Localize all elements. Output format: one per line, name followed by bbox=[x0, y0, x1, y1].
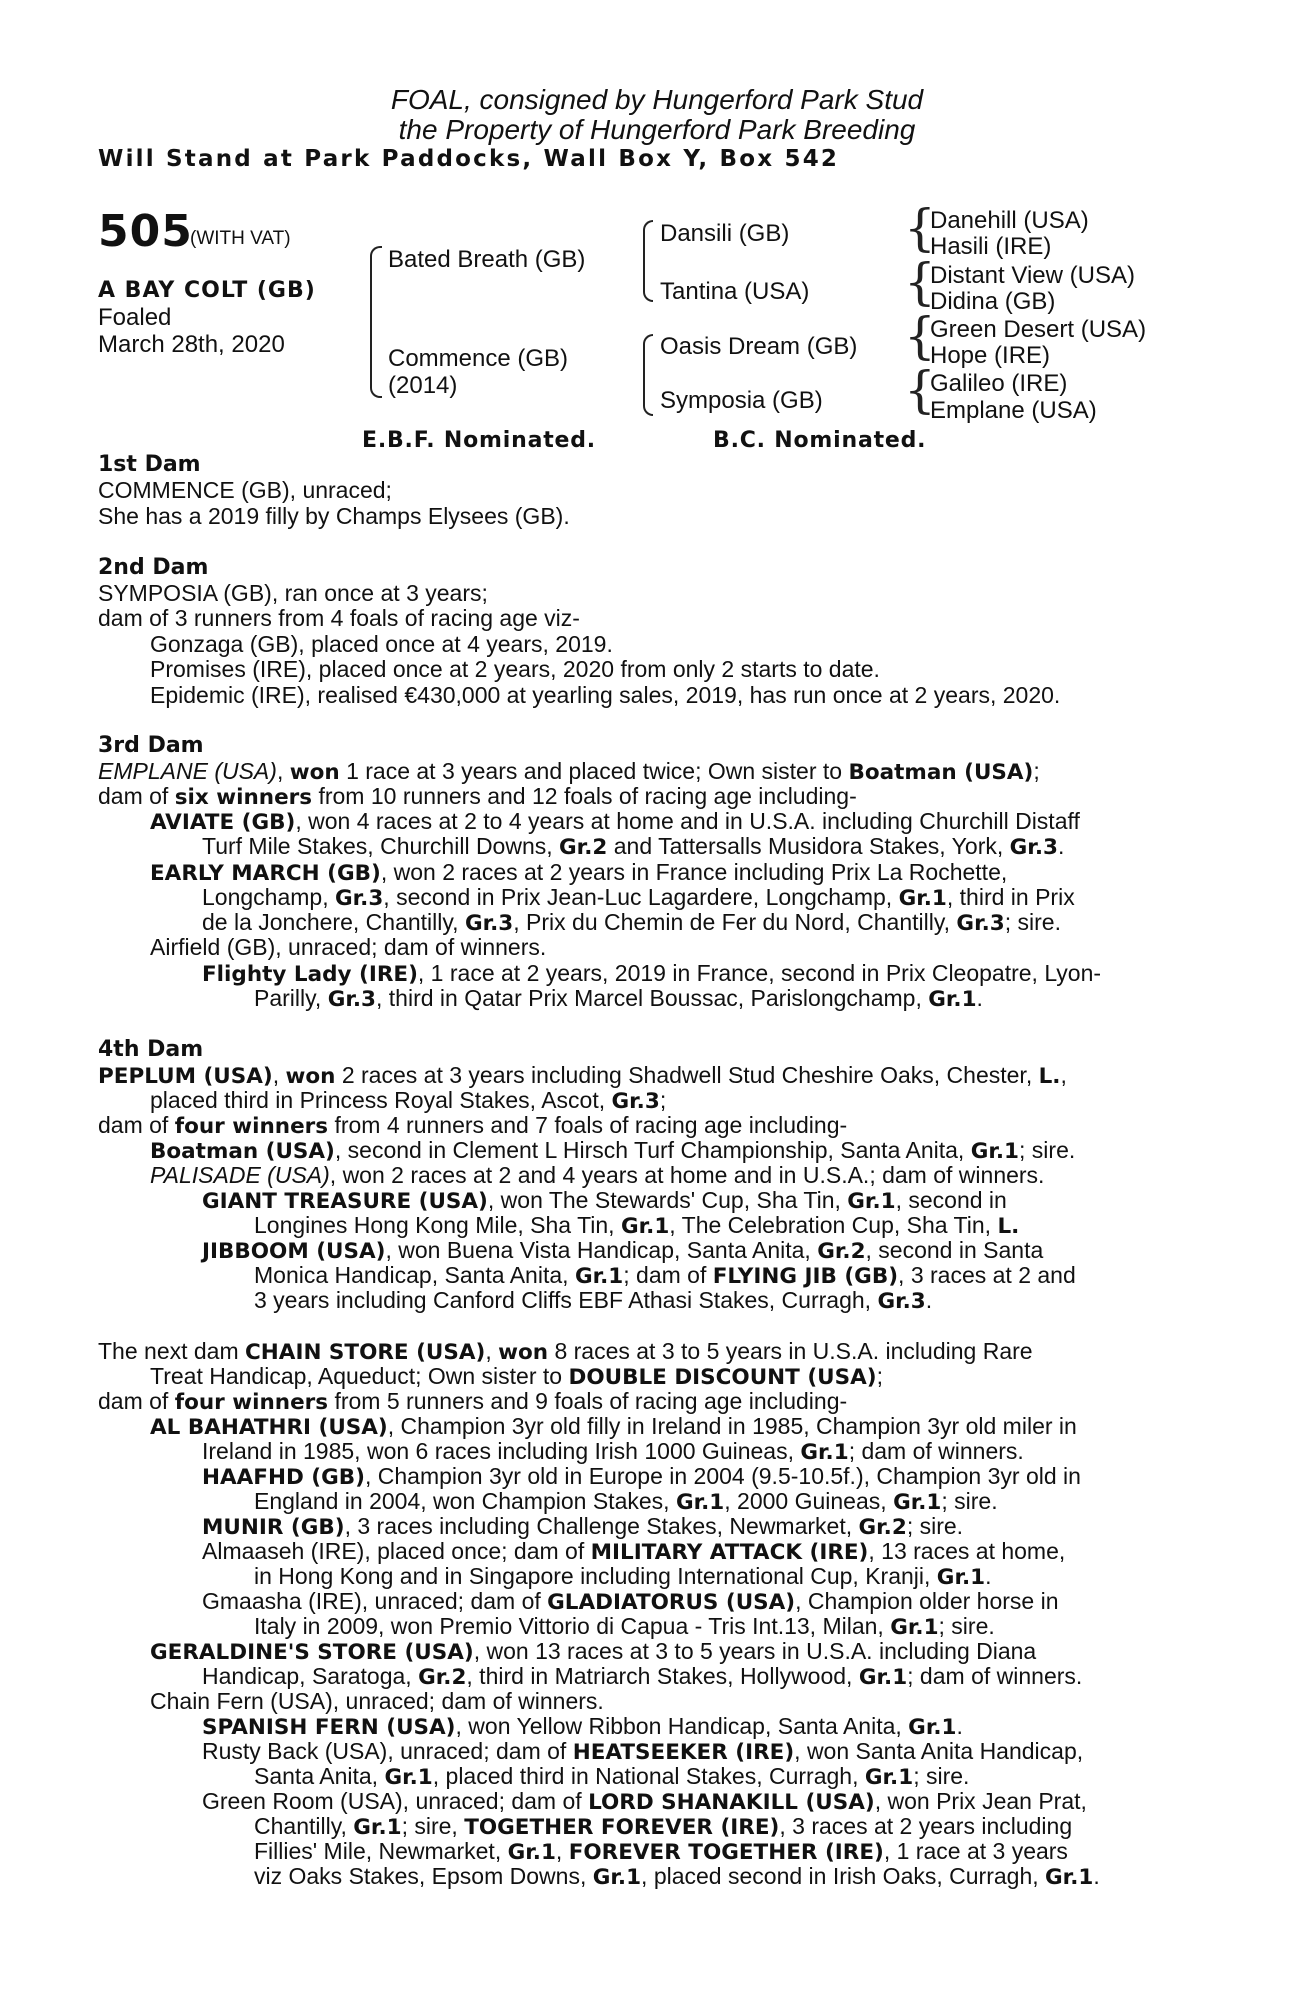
text: Italy in 2009, won Premio Vittorio di Capua - Tris Int.13, Milan, bbox=[254, 1613, 884, 1639]
text: ; dam of winners. bbox=[907, 1663, 1083, 1689]
grade: Gr.1 bbox=[928, 987, 977, 1012]
grade: Gr.1 bbox=[864, 1765, 914, 1790]
won-label: won bbox=[498, 1340, 549, 1365]
fourth-dam-line: placed third in Princess Royal Stakes, Ascot, Gr.3; bbox=[150, 1087, 667, 1114]
won-label: won bbox=[285, 1064, 336, 1089]
text: ; sire. bbox=[913, 1763, 970, 1789]
pedigree-sire-sire: Dansili (GB) bbox=[660, 220, 790, 247]
produce-line bbox=[150, 1138, 1075, 1164]
horse-name: AVIATE (GB) bbox=[150, 810, 296, 835]
produce-line: in Hong Kong and in Singapore including International Cup, Kranji, Gr.1. bbox=[254, 1563, 992, 1590]
horse-name: HEATSEEKER (IRE) bbox=[572, 1740, 795, 1765]
produce-line bbox=[202, 910, 1061, 936]
text: dam of bbox=[98, 1112, 169, 1138]
text: 3 years including Canford Cliffs EBF Athasi Stakes, Curragh, bbox=[254, 1287, 872, 1313]
pedigree-brace-3: { bbox=[904, 307, 936, 365]
horse-name: SPANISH FERN (USA) bbox=[202, 1715, 456, 1740]
text: ; sire. bbox=[906, 1513, 964, 1539]
text: , Champion older horse in bbox=[795, 1588, 1059, 1614]
produce-line bbox=[150, 1163, 1044, 1188]
text: , The Celebration Cup, Sha Tin, bbox=[669, 1212, 992, 1238]
first-dam-line: She has a 2019 filly by Champs Elysees (GB). bbox=[98, 503, 570, 529]
text: Longchamp, bbox=[202, 884, 329, 910]
produce-line bbox=[202, 1439, 1024, 1465]
grade: Gr.3 bbox=[877, 1289, 926, 1314]
second-dam-heading: 2nd Dam bbox=[98, 555, 209, 580]
horse-name: LORD SHANAKILL (USA) bbox=[588, 1790, 875, 1815]
text: Fillies' Mile, Newmarket, bbox=[254, 1838, 502, 1864]
horse-name: PEPLUM (USA) bbox=[98, 1064, 273, 1089]
text: ; sire. bbox=[1019, 1137, 1076, 1163]
text: The next dam bbox=[98, 1338, 239, 1364]
pedigree-dam-dam: Symposia (GB) bbox=[660, 387, 823, 414]
text: , Champion 3yr old in Europe in 2004 (9.5-10.5f.), Champion 3yr old in bbox=[364, 1463, 1081, 1489]
text: , placed third in National Stakes, Curragh, bbox=[432, 1763, 859, 1789]
pedigree-brace-4: { bbox=[904, 361, 936, 419]
text: , 13 races at home, bbox=[868, 1538, 1066, 1564]
text: England in 2004, won Champion Stakes, bbox=[254, 1488, 670, 1514]
second-dam-line: dam of 3 runners from 4 foals of racing age viz- bbox=[98, 605, 580, 631]
horse-name: EMPLANE (USA) bbox=[98, 758, 277, 784]
text: in Hong Kong and in Singapore including International Cup, Kranji, bbox=[254, 1563, 931, 1589]
text: , third in Prix bbox=[946, 884, 1075, 910]
pedigree-dam-year: (2014) bbox=[388, 372, 458, 399]
second-dam-produce: Promises (IRE), placed once at 2 years, 2020 from only 2 starts to date. bbox=[150, 656, 880, 682]
grade: Gr.1 bbox=[858, 1665, 908, 1690]
text: Parilly, bbox=[254, 985, 322, 1011]
grade: L. bbox=[997, 1214, 1020, 1239]
text: , 3 races at 2 years including bbox=[779, 1813, 1073, 1839]
pedigree-dam: Commence (GB) bbox=[388, 345, 569, 372]
lot-title: A BAY COLT (GB) bbox=[98, 278, 316, 303]
produce-line bbox=[202, 1514, 963, 1540]
text: Rusty Back (USA), unraced; dam of bbox=[202, 1738, 567, 1764]
produce-line bbox=[202, 1188, 1007, 1214]
produce-line bbox=[150, 1414, 1077, 1440]
text: , second in Santa bbox=[865, 1237, 1044, 1263]
pedigree-bracket-sd bbox=[643, 260, 653, 302]
text: Almaaseh (IRE), placed once; dam of bbox=[202, 1538, 585, 1564]
horse-name: TOGETHER FOREVER (IRE) bbox=[464, 1815, 780, 1840]
pedigree-ssd: Hasili (IRE) bbox=[930, 233, 1052, 260]
pedigree-dam-sire: Oasis Dream (GB) bbox=[660, 333, 858, 360]
won-label: won bbox=[289, 760, 340, 785]
text: Ireland in 1985, won 6 races including Irish 1000 Guineas, bbox=[202, 1438, 794, 1464]
third-dam-line bbox=[98, 784, 857, 810]
horse-name: HAAFHD (GB) bbox=[202, 1465, 365, 1490]
produce-line: 3 years including Canford Cliffs EBF Athasi Stakes, Curragh, Gr.3. bbox=[254, 1287, 933, 1314]
winners-count: four winners bbox=[174, 1114, 329, 1139]
header-line-3: Will Stand at Park Paddocks, Wall Box Y, Box 542 bbox=[98, 146, 840, 172]
lot-number: 505 bbox=[98, 206, 193, 257]
pedigree-bracket-ss bbox=[643, 220, 653, 264]
grade: Gr.1 bbox=[890, 1615, 939, 1640]
text: from 4 runners and 7 foals of racing age including- bbox=[334, 1112, 848, 1138]
first-dam-heading: 1st Dam bbox=[98, 452, 201, 477]
produce-line bbox=[202, 961, 1101, 987]
grade: Gr.1 bbox=[970, 1139, 1020, 1164]
text: , second in Clement L Hirsch Turf Championship, Santa Anita, bbox=[334, 1137, 965, 1163]
grade: Gr.1 bbox=[384, 1765, 433, 1790]
second-dam-line: SYMPOSIA (GB), ran once at 3 years; bbox=[98, 580, 488, 606]
text: Green Room (USA), unraced; dam of bbox=[202, 1788, 582, 1814]
horse-name: EARLY MARCH (GB) bbox=[150, 861, 381, 886]
grade: Gr.3 bbox=[956, 911, 1005, 936]
horse-name: JIBBOOM (USA) bbox=[202, 1239, 386, 1264]
text: , second in Prix Jean-Luc Lagardere, Longchamp, bbox=[383, 884, 893, 910]
pedigree-sire-dam: Tantina (USA) bbox=[660, 278, 810, 305]
text: ; sire. bbox=[1004, 909, 1061, 935]
text: viz Oaks Stakes, Epsom Downs, bbox=[254, 1863, 587, 1889]
grade: Gr.1 bbox=[507, 1840, 556, 1865]
next-dam-line: Treat Handicap, Aqueduct; Own sister to DOUBLE DISCOUNT (USA); bbox=[150, 1363, 883, 1390]
produce-line bbox=[254, 1614, 995, 1640]
horse-name: GIANT TREASURE (USA) bbox=[202, 1189, 488, 1214]
horse-name: Flighty Lady (IRE) bbox=[202, 962, 418, 987]
horse-name: CHAIN STORE (USA) bbox=[245, 1340, 486, 1365]
grade: Gr.2 bbox=[858, 1515, 907, 1540]
produce-line bbox=[150, 1639, 1036, 1665]
horse-name: MILITARY ATTACK (IRE) bbox=[590, 1540, 869, 1565]
text: , third in Matriarch Stakes, Hollywood, bbox=[466, 1663, 853, 1689]
horse-name: DOUBLE DISCOUNT (USA) bbox=[568, 1365, 877, 1390]
winners-count: six winners bbox=[174, 785, 313, 810]
produce-line bbox=[254, 1764, 969, 1790]
grade: Gr.1 bbox=[800, 1440, 849, 1465]
grade: Gr.3 bbox=[334, 886, 384, 911]
grade: Gr.1 bbox=[1045, 1865, 1094, 1890]
text: , won The Stewards' Cup, Sha Tin, bbox=[487, 1187, 841, 1213]
header-line-1: FOAL, consigned by Hungerford Park Stud bbox=[390, 84, 924, 115]
text: ; dam of bbox=[623, 1262, 707, 1288]
text: , Champion 3yr old filly in Ireland in 1985, Champion 3yr old miler in bbox=[387, 1413, 1077, 1439]
text: placed third in Princess Royal Stakes, Ascot, bbox=[150, 1087, 606, 1113]
text: Monica Handicap, Santa Anita, bbox=[254, 1262, 569, 1288]
produce-line bbox=[202, 1789, 1087, 1815]
text: 1 race at 3 years and placed twice; Own sister to bbox=[346, 758, 843, 784]
text: Chantilly, bbox=[254, 1813, 347, 1839]
text: , won Buena Vista Handicap, Santa Anita, bbox=[385, 1237, 811, 1263]
produce-line bbox=[254, 1814, 1072, 1840]
produce-line: Fillies' Mile, Newmarket, Gr.1, FOREVER TOGETHER (IRE), 1 race at 3 years bbox=[254, 1838, 1068, 1865]
pedigree-ddd: Emplane (USA) bbox=[930, 397, 1097, 424]
produce-line bbox=[202, 1739, 1083, 1765]
text: , 2000 Guineas, bbox=[724, 1488, 887, 1514]
produce-line bbox=[202, 1664, 1082, 1690]
text: ; sire. bbox=[941, 1488, 998, 1514]
header-line-2: the Property of Hungerford Park Breeding bbox=[398, 114, 916, 145]
grade: Gr.2 bbox=[817, 1239, 866, 1264]
grade: Gr.3 bbox=[464, 911, 514, 936]
next-dam-line: The next dam CHAIN STORE (USA), won 8 races at 3 to 5 years in U.S.A. including Rare bbox=[98, 1338, 1033, 1365]
text: from 5 runners and 9 foals of racing age including- bbox=[334, 1388, 848, 1414]
produce-line bbox=[202, 1589, 1059, 1615]
fourth-dam-line bbox=[98, 1113, 847, 1139]
horse-name: PALISADE (USA) bbox=[150, 1162, 330, 1188]
grade: Gr.1 bbox=[908, 1715, 957, 1740]
text: , won Prix Jean Prat, bbox=[874, 1788, 1087, 1814]
text: Treat Handicap, Aqueduct; Own sister to bbox=[150, 1363, 563, 1389]
pedigree-brace-1: { bbox=[904, 199, 936, 257]
grade: Gr.3 bbox=[327, 987, 377, 1012]
produce-line: Turf Mile Stakes, Churchill Downs, Gr.2 and Tattersalls Musidora Stakes, York, Gr.3. bbox=[202, 833, 1065, 860]
horse-name: Boatman (USA) bbox=[150, 1139, 335, 1164]
text: Handicap, Saratoga, bbox=[202, 1663, 412, 1689]
produce-line bbox=[254, 1263, 1076, 1289]
second-dam-produce: Gonzaga (GB), placed once at 4 years, 2019. bbox=[150, 631, 613, 657]
horse-name: Boatman (USA) bbox=[848, 760, 1034, 785]
grade: Gr.1 bbox=[898, 886, 947, 911]
text: ; sire. bbox=[938, 1613, 995, 1639]
second-dam-produce: Epidemic (IRE), realised €430,000 at yearling sales, 2019, has run once at 2 years, 2020. bbox=[150, 682, 1061, 708]
text: dam of bbox=[98, 783, 169, 809]
grade: Gr.2 bbox=[418, 1665, 467, 1690]
text: , Prix du Chemin de Fer du Nord, Chantilly, bbox=[513, 909, 951, 935]
produce-line bbox=[202, 1539, 1065, 1565]
produce-line bbox=[202, 1464, 1081, 1490]
pedigree-bracket-ds bbox=[643, 334, 653, 378]
text: de la Jonchere, Chantilly, bbox=[202, 909, 459, 935]
pedigree-sds: Distant View (USA) bbox=[930, 262, 1135, 289]
grade: Gr.1 bbox=[675, 1490, 725, 1515]
produce-line bbox=[254, 1213, 1019, 1239]
text: Turf Mile Stakes, Churchill Downs, bbox=[202, 833, 553, 859]
pedigree-bracket-sire bbox=[370, 246, 382, 330]
foaled-label: Foaled bbox=[98, 304, 172, 331]
text: , 3 races at 2 and bbox=[898, 1262, 1076, 1288]
grade: L. bbox=[1038, 1064, 1061, 1089]
produce-line: viz Oaks Stakes, Epsom Downs, Gr.1, placed second in Irish Oaks, Curragh, Gr.1. bbox=[254, 1863, 1100, 1890]
text: , placed second in Irish Oaks, Curragh, bbox=[641, 1863, 1039, 1889]
text: ; dam of winners. bbox=[848, 1438, 1024, 1464]
grade: Gr.1 bbox=[620, 1214, 670, 1239]
grade: Gr.2 bbox=[559, 835, 608, 860]
grade: Gr.1 bbox=[936, 1565, 986, 1590]
ebf-nomination: E.B.F. Nominated. bbox=[362, 428, 596, 453]
text: 8 races at 3 to 5 years in U.S.A. including Rare bbox=[554, 1338, 1033, 1364]
bc-nomination: B.C. Nominated. bbox=[713, 428, 927, 453]
text: from 10 runners and 12 foals of racing age including- bbox=[318, 783, 857, 809]
pedigree-dss: Green Desert (USA) bbox=[930, 316, 1147, 343]
produce-line: SPANISH FERN (USA), won Yellow Ribbon Handicap, Santa Anita, Gr.1. bbox=[202, 1713, 963, 1740]
pedigree-dds: Galileo (IRE) bbox=[930, 370, 1068, 397]
text: , won Yellow Ribbon Handicap, Santa Anita, bbox=[455, 1713, 902, 1739]
grade: Gr.1 bbox=[353, 1815, 402, 1840]
foaled-date: March 28th, 2020 bbox=[98, 331, 285, 358]
horse-name: GERALDINE'S STORE (USA) bbox=[150, 1640, 474, 1665]
produce-line: Airfield (GB), unraced; dam of winners. bbox=[150, 934, 547, 960]
horse-name: MUNIR (GB) bbox=[202, 1515, 345, 1540]
text: , won 2 races at 2 and 4 years at home and in U.S.A.; dam of winners. bbox=[329, 1162, 1045, 1188]
produce-line bbox=[150, 860, 1007, 886]
horse-name: FOREVER TOGETHER (IRE) bbox=[568, 1840, 884, 1865]
fourth-dam-heading: 4th Dam bbox=[98, 1037, 204, 1062]
grade: Gr.1 bbox=[847, 1189, 896, 1214]
pedigree-bracket-dd bbox=[643, 374, 653, 416]
grade: Gr.1 bbox=[574, 1264, 624, 1289]
text: , won 2 races at 2 years in France including Prix La Rochette, bbox=[380, 859, 1008, 885]
horse-name: AL BAHATHRI (USA) bbox=[150, 1415, 388, 1440]
grade: Gr.3 bbox=[611, 1089, 660, 1114]
third-dam-line: EMPLANE (USA), won 1 race at 3 years and placed twice; Own sister to Boatman (USA); bbox=[98, 758, 1040, 785]
produce-line bbox=[150, 809, 1080, 835]
text: Santa Anita, bbox=[254, 1763, 379, 1789]
first-dam-line: COMMENCE (GB), unraced; bbox=[98, 477, 392, 503]
pedigree-bracket-dam bbox=[370, 326, 382, 398]
text: Longines Hong Kong Mile, Sha Tin, bbox=[254, 1212, 615, 1238]
horse-name: FLYING JIB (GB) bbox=[712, 1264, 899, 1289]
text: and Tattersalls Musidora Stakes, York, bbox=[613, 833, 1004, 859]
produce-line bbox=[202, 1238, 1043, 1264]
text: ; sire, bbox=[401, 1813, 458, 1839]
text: , won 13 races at 3 to 5 years in U.S.A. including Diana bbox=[473, 1638, 1037, 1664]
pedigree-dsd: Hope (IRE) bbox=[930, 342, 1051, 369]
text: , 1 race at 2 years, 2019 in France, second in Prix Cleopatre, Lyon- bbox=[417, 960, 1102, 986]
text: dam of bbox=[98, 1388, 169, 1414]
text: 2 races at 3 years including Shadwell Stud Cheshire Oaks, Chester, bbox=[341, 1062, 1033, 1088]
text: , won 4 races at 2 to 4 years at home and in U.S.A. including Churchill Distaff bbox=[295, 808, 1080, 834]
pedigree-sdd: Didina (GB) bbox=[930, 288, 1056, 315]
grade: Gr.3 bbox=[1009, 835, 1058, 860]
winners-count: four winners bbox=[174, 1390, 329, 1415]
text: , 1 race at 3 years bbox=[883, 1838, 1068, 1864]
pedigree-sss: Danehill (USA) bbox=[930, 207, 1089, 234]
pedigree-sire: Bated Breath (GB) bbox=[388, 246, 586, 273]
produce-line: Parilly, Gr.3, third in Qatar Prix Marcel Boussac, Parislongchamp, Gr.1. bbox=[254, 985, 983, 1012]
text: , second in bbox=[895, 1187, 1007, 1213]
pedigree-brace-2: { bbox=[904, 253, 936, 311]
third-dam-heading: 3rd Dam bbox=[98, 733, 204, 758]
text: , 3 races including Challenge Stakes, Newmarket, bbox=[344, 1513, 853, 1539]
produce-line: Chain Fern (USA), unraced; dam of winners. bbox=[150, 1688, 604, 1714]
fourth-dam-line: PEPLUM (USA), won 2 races at 3 years including Shadwell Stud Cheshire Oaks, Chester, L., bbox=[98, 1062, 1067, 1089]
text: Gmaasha (IRE), unraced; dam of bbox=[202, 1588, 541, 1614]
text: , third in Qatar Prix Marcel Boussac, Parislongchamp, bbox=[376, 985, 922, 1011]
produce-line bbox=[254, 1489, 998, 1515]
text: , won Santa Anita Handicap, bbox=[794, 1738, 1084, 1764]
vat-note: (WITH VAT) bbox=[190, 228, 291, 249]
horse-name: GLADIATORUS (USA) bbox=[547, 1590, 796, 1615]
grade: Gr.1 bbox=[592, 1865, 642, 1890]
grade: Gr.1 bbox=[893, 1490, 942, 1515]
produce-line bbox=[202, 885, 1075, 911]
next-dam-line bbox=[98, 1389, 847, 1415]
